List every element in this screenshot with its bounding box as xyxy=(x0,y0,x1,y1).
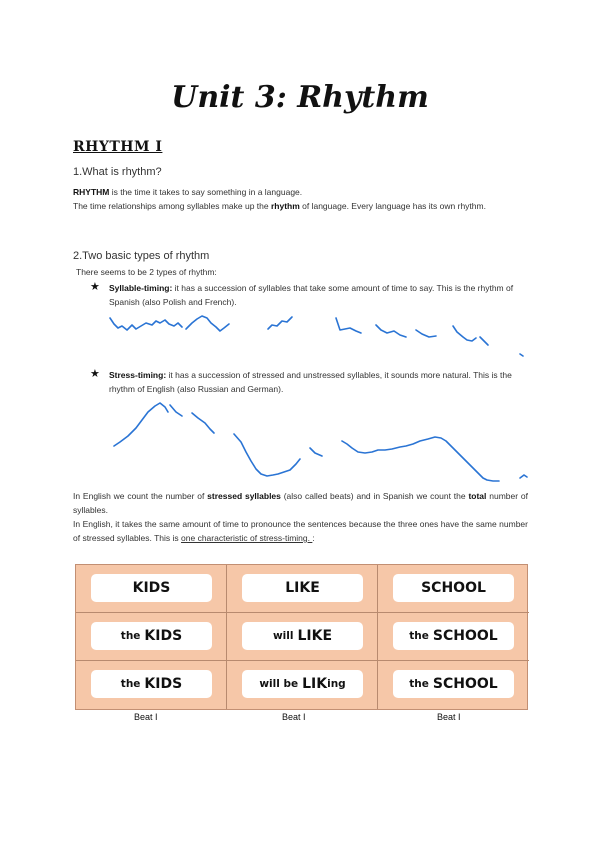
word-card xyxy=(91,670,212,698)
rhythm-line2-b: of language. Every language has its own rhythm. xyxy=(299,201,486,211)
unstressed-word: the xyxy=(120,678,141,690)
unstressed-word: the xyxy=(120,630,141,642)
para3-text-f: In English, it takes the same amount of time to pronounce the sentences because the three ones have the same number of stressed syllables. This is xyxy=(73,519,528,543)
stressed-word: LIKE xyxy=(297,628,333,644)
table-cell xyxy=(378,565,529,613)
unstressed-suffix: ing xyxy=(327,678,346,690)
table-cell xyxy=(227,661,378,709)
table-cell xyxy=(227,613,378,661)
para3-text-a: In English we count the number of xyxy=(73,491,208,501)
page-title: Unit 3: Rhythm xyxy=(171,80,429,115)
word-card xyxy=(242,670,363,698)
unstressed-word: will xyxy=(272,630,294,642)
para3-text-e: number of syllables. xyxy=(73,491,528,515)
question-1-heading: 1.What is rhythm? xyxy=(73,166,162,178)
rhythm-def-text: is the time it takes to say something in a language. xyxy=(109,187,303,197)
unstressed-word: the xyxy=(409,630,429,642)
stress-timing-wave xyxy=(110,398,535,484)
stress-timing-characteristic: one characteristic of stress-timing. xyxy=(181,533,313,543)
total-term: total xyxy=(468,491,487,501)
word-card xyxy=(393,622,514,650)
word-card xyxy=(393,574,514,602)
stressed-word: SCHOOL xyxy=(432,676,498,692)
para3-text-h: : xyxy=(312,533,315,543)
word-card xyxy=(242,622,363,650)
stress-timing-term: Stress-timing: xyxy=(109,370,167,380)
syllable-timing-bullet xyxy=(109,281,527,309)
types-intro: There seems to be 2 types of rhythm: xyxy=(76,267,217,277)
beats-table xyxy=(75,564,528,710)
stressed-word: LIKE xyxy=(285,580,320,596)
stressed-word: LIK xyxy=(302,676,328,692)
word-card xyxy=(242,574,363,602)
rhythm-line2-a: The time relationships among syllables make up the xyxy=(73,201,271,211)
stress-timing-bullet xyxy=(109,368,527,396)
stressed-word: KIDS xyxy=(132,580,171,596)
beat-label-3: Beat I xyxy=(437,712,461,722)
syllable-timing-term: Syllable-timing: xyxy=(109,283,173,293)
table-cell xyxy=(76,661,227,709)
word-card xyxy=(393,670,514,698)
table-cell xyxy=(227,565,378,613)
beat-label-1: Beat I xyxy=(134,712,158,722)
stressed-word: KIDS xyxy=(144,676,183,692)
stress-timing-text: it has a succession of stressed and unstressed syllables, it sounds more natural. This is the rhythm of English (also Russian and German). xyxy=(109,370,512,394)
table-cell xyxy=(76,613,227,661)
table-cell xyxy=(378,661,529,709)
rhythm-bold: rhythm xyxy=(270,201,300,211)
section-heading: RHYTHM I xyxy=(73,139,163,155)
table-cell xyxy=(378,613,529,661)
rhythm-definition xyxy=(73,185,528,213)
star-bullet-icon: ★ xyxy=(90,368,100,380)
stressed-word: SCHOOL xyxy=(432,628,498,644)
syllable-timing-wave xyxy=(108,310,533,360)
unstressed-word: the xyxy=(409,678,429,690)
rhythm-term: RHYTHM xyxy=(73,187,110,197)
stressed-word: KIDS xyxy=(144,628,183,644)
question-2-heading: 2.Two basic types of rhythm xyxy=(73,250,210,262)
star-bullet-icon: ★ xyxy=(90,281,100,293)
word-card xyxy=(91,574,212,602)
table-cell xyxy=(76,565,227,613)
stress-count-paragraph xyxy=(73,489,528,545)
stressed-word: SCHOOL xyxy=(421,580,486,596)
syllable-timing-text: it has a succession of syllables that take some amount of time to say. This is the rhythm of Spanish (also Polish and French). xyxy=(109,283,514,307)
unstressed-word: will be xyxy=(259,678,299,690)
beat-label-2: Beat I xyxy=(282,712,306,722)
stressed-syllables-term: stressed syllables xyxy=(207,491,281,501)
para3-text-c: (also called beats) and in Spanish we count the xyxy=(280,491,469,501)
word-card xyxy=(91,622,212,650)
